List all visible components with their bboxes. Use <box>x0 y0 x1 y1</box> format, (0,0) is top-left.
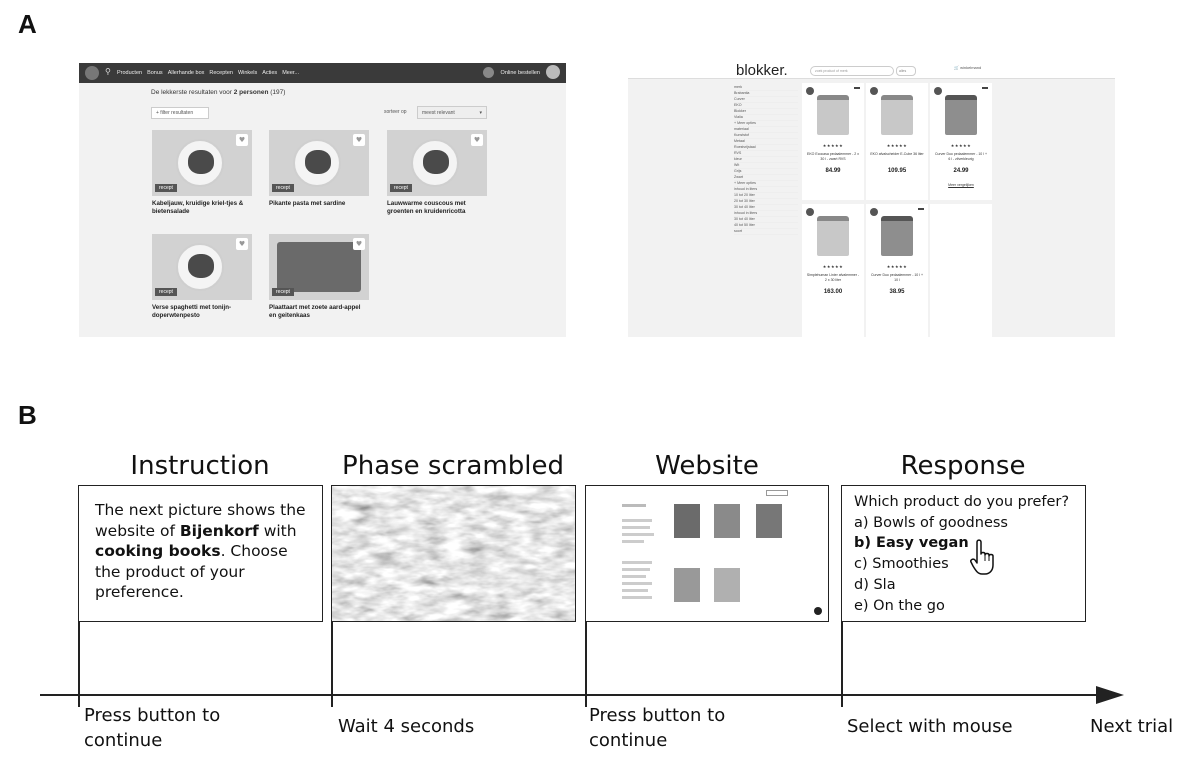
filter-row: Zwart <box>734 175 798 181</box>
filter-row: + Meer opties <box>734 181 798 187</box>
blokker-logo: blokker. <box>736 63 788 79</box>
ah-recipe-card <box>269 234 369 320</box>
cart-label: winkelmand <box>960 65 982 70</box>
filter-row: EKO <box>734 103 798 109</box>
filter-row: Kunststof <box>734 133 798 139</box>
next-trial-label: Next trial <box>1090 716 1174 737</box>
recipe-image <box>152 234 252 300</box>
filter-row: RVS <box>734 151 798 157</box>
filter-row: Curver <box>734 97 798 103</box>
heart-icon: ♥ <box>471 134 483 146</box>
filter-row: 30 tot 40 liter <box>734 205 798 211</box>
ah-nav-items <box>117 70 299 76</box>
ah-result-prefix: De lekkerste resultaten voor <box>151 89 234 96</box>
ah-result-bold: 2 personen <box>233 89 269 96</box>
panel-label-a: A <box>18 9 37 39</box>
recipe-title: Kabeljauw, kruidige kriel-tjes & bietensalade <box>152 200 244 215</box>
response-option[interactable]: d) Sla <box>854 576 896 593</box>
ah-result-heading <box>151 89 285 96</box>
website-product-image <box>674 568 700 602</box>
website-name: Bijenkorf <box>179 521 259 540</box>
ah-nav-item: Bonus <box>147 70 163 76</box>
filter-row: kleur <box>734 157 798 163</box>
ah-sort-value: meest relevant <box>422 110 455 116</box>
product-price: 38.95 <box>889 289 905 295</box>
stage-title-response: Response <box>900 451 1026 481</box>
recipe-title: Pikante pasta met sardine <box>269 200 346 207</box>
ah-logo <box>85 66 99 80</box>
ah-filter-button: + filter resultaten <box>151 107 209 119</box>
step-label-phase-scrambled: Wait 4 seconds <box>338 716 475 737</box>
ah-online-order: Online bestellen <box>500 70 540 76</box>
website-product-image <box>714 504 740 538</box>
product-card <box>866 204 928 337</box>
ah-nav-item: Meer... <box>282 70 299 76</box>
product-price: 24.99 <box>953 168 969 174</box>
recipe-image <box>269 130 369 196</box>
stage-title-phase-scrambled: Phase scrambled <box>342 451 564 481</box>
empty-product-slot <box>930 204 992 337</box>
step-label-response: Select with mouse <box>847 716 1013 737</box>
product-name: Simplehuman Linier afvalemmer - 2 x 30 liter <box>806 273 860 282</box>
filter-row: inhoud in liters <box>734 187 798 193</box>
filter-row: 40 tot 50 liter <box>734 223 798 229</box>
product-card <box>802 83 864 200</box>
website-screen <box>585 485 829 622</box>
product-tag <box>854 87 860 89</box>
response-option[interactable]: c) Smoothies <box>854 556 949 573</box>
recipe-title: Verse spaghetti met tonijn-doperwtenpesto <box>152 304 232 319</box>
recipe-image <box>269 234 369 300</box>
product-card <box>802 204 864 337</box>
product-card <box>866 83 928 200</box>
rating-stars: ★★★★★ <box>950 143 972 148</box>
filter-row: Vialia <box>734 115 798 121</box>
ah-result-count: (197) <box>268 89 286 96</box>
website-product-image <box>674 504 700 538</box>
hand-cursor-icon <box>970 538 1004 576</box>
blokker-screenshot <box>628 63 1115 337</box>
blokker-filter-sidebar <box>734 85 798 235</box>
response-option[interactable]: e) On the go <box>854 597 945 614</box>
website-product-image <box>714 568 740 602</box>
ah-sort-select <box>417 106 487 119</box>
recipe-badge: recept <box>272 184 294 192</box>
ah-recipe-card <box>269 130 369 208</box>
ah-nav-item: Acties <box>262 70 278 76</box>
filter-row: 20 tot 30 liter <box>734 199 798 205</box>
response-option-selected[interactable]: b) Easy vegan <box>854 535 969 552</box>
recipe-badge: recept <box>390 184 412 192</box>
instruction-text-part: with <box>258 521 297 540</box>
filter-row: soort <box>734 229 798 235</box>
avatar <box>546 65 560 79</box>
filter-row: Grijs <box>734 169 798 175</box>
ah-nav-item: Winkels <box>237 70 258 76</box>
blokker-header <box>628 63 1115 79</box>
heart-icon: ♥ <box>236 238 248 250</box>
recipe-image <box>387 130 487 196</box>
recipe-title: Lauwwarme couscous met groenten en kruidenricotta <box>387 200 466 215</box>
ah-nav-item: Recepten <box>209 70 233 76</box>
heart-icon: ♥ <box>353 134 365 146</box>
filter-row: Wit <box>734 163 798 169</box>
rating-stars: ★★★★★ <box>886 143 908 148</box>
compare-link: Meer vergelijken <box>948 183 974 187</box>
filter-row: merk <box>734 85 798 91</box>
ah-nav-item: Allerhande box <box>167 70 205 76</box>
ah-navbar <box>79 63 566 83</box>
response-screen <box>841 485 1086 622</box>
rating-stars: ★★★★★ <box>822 143 844 148</box>
ah-recipe-card <box>152 234 252 320</box>
product-category: cooking books <box>95 542 221 561</box>
instruction-screen <box>78 485 323 622</box>
recipe-title: Plaattaart met zoete aard-appel en geitenkaas <box>269 304 361 319</box>
product-name: EKO Ecocasa pedaalemmer - 2 x 30 l - zwart RVS <box>807 152 859 161</box>
filter-row: Blokker <box>734 109 798 115</box>
stage-title-instruction: Instruction <box>130 451 270 481</box>
rating-stars: ★★★★★ <box>822 264 844 269</box>
filter-row: Metaal <box>734 139 798 145</box>
website-sidebar <box>622 504 662 599</box>
category-select: alles <box>896 66 916 76</box>
chat-icon <box>814 607 822 615</box>
recipe-badge: recept <box>155 288 177 296</box>
chevron-down-icon: ▾ <box>479 110 482 116</box>
filter-row: + Meer opties <box>734 121 798 127</box>
phase-scrambled-screen <box>331 485 576 622</box>
website-product-image <box>756 504 782 538</box>
ah-screenshot <box>79 63 566 337</box>
product-price: 163.00 <box>823 289 843 295</box>
recipe-badge: recept <box>272 288 294 296</box>
step-label-instruction: Press button to continue <box>84 705 221 751</box>
response-content <box>854 492 1069 616</box>
panel-label-b: B <box>18 400 37 430</box>
product-tag <box>982 87 988 89</box>
product-price: 109.95 <box>887 168 907 174</box>
instruction-text <box>95 500 317 603</box>
product-name: Curver Duo pedaalemmer - 10 l + 10 l <box>870 273 924 282</box>
product-name: Curver Duo pedaalemmer - 10 l + 6 l - zilverkleurig <box>934 152 988 161</box>
product-name: EKO afvalscheider E-Cube 36 liter <box>870 152 924 156</box>
filter-row: 30 tot 40 liter <box>734 217 798 223</box>
recipe-image <box>152 130 252 196</box>
filter-row: materiaal <box>734 127 798 133</box>
heart-icon: ♥ <box>236 134 248 146</box>
ah-sort-label: sorteer op <box>384 109 407 115</box>
website-sort-control <box>766 490 788 496</box>
response-option[interactable]: a) Bowls of goodness <box>854 514 1008 531</box>
filter-row: Roestvrijstaal <box>734 145 798 151</box>
download-icon <box>483 67 494 78</box>
product-tag <box>918 208 924 210</box>
ah-nav-item: Producten <box>117 70 143 76</box>
arrow-head-icon <box>1096 686 1124 704</box>
search-input: zoek product of merk <box>810 66 894 76</box>
rating-stars: ★★★★★ <box>886 264 908 269</box>
search-icon: ⚲ <box>105 67 111 76</box>
timeline-axis <box>40 694 1115 696</box>
ah-recipe-card <box>152 130 252 216</box>
scrambled-noise <box>332 486 576 622</box>
cart-icon: 🛒 <box>954 65 959 70</box>
cart <box>954 65 994 76</box>
product-price: 84.99 <box>825 168 841 174</box>
heart-icon: ♥ <box>353 238 365 250</box>
filter-row: 10 tot 20 liter <box>734 193 798 199</box>
instruction-text-part: The next picture shows the website of <box>95 501 306 540</box>
product-card <box>930 83 992 200</box>
instruction-text-part: . Choose the product of your preference. <box>95 542 288 602</box>
stage-title-website: Website <box>655 451 759 481</box>
filter-row: inhoud in liters <box>734 211 798 217</box>
recipe-badge: recept <box>155 184 177 192</box>
filter-row: Brabantia <box>734 91 798 97</box>
response-question: Which product do you prefer? <box>854 494 1070 510</box>
ah-recipe-card <box>387 130 487 216</box>
step-label-website: Press button to continue <box>589 705 726 751</box>
